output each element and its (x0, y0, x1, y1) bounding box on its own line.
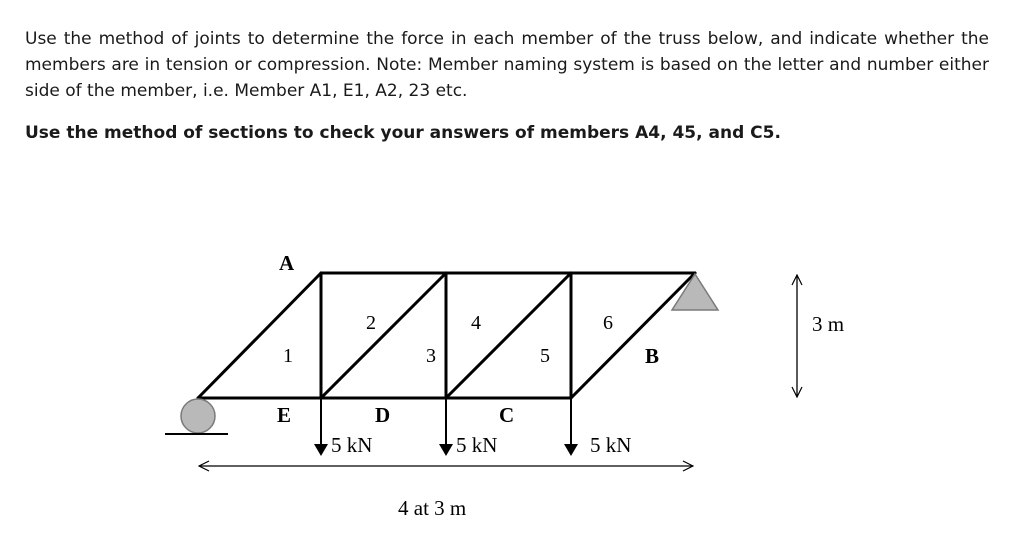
end-diagonal-right (571, 273, 695, 398)
load-arrow-3-head (564, 444, 578, 456)
zone-label-a: A (279, 251, 295, 275)
zone-label-4: 4 (471, 312, 481, 334)
zone-label-d: D (375, 403, 391, 427)
end-diagonal-left (198, 273, 321, 398)
zone-label-c: C (499, 403, 515, 427)
problem-question: Use the method of joints to determine the force in each member of the truss below, and indicate whether the members are in tension or compression. Note: Member naming system is based on the letter and number either side of the member, i.e. Member A1, E1, A2, 23 etc. (25, 29, 989, 101)
zone-label-b: B (645, 344, 660, 368)
load-arrow-1-head (314, 444, 328, 456)
diagonal-1 (321, 273, 446, 398)
zone-label-1: 1 (283, 345, 293, 367)
zone-label-6: 6 (603, 312, 613, 334)
pin-support-icon (672, 274, 718, 310)
span-label: 4 at 3 m (398, 496, 467, 520)
zone-label-2: 2 (366, 312, 376, 334)
truss-members (198, 273, 695, 398)
pin-support (672, 274, 718, 310)
load-arrow-2-head (439, 444, 453, 456)
roller-support (165, 399, 228, 434)
load-label-3: 5 kN (590, 433, 632, 457)
zone-label-3: 3 (426, 345, 436, 367)
roller-icon (181, 399, 215, 433)
zone-label-5: 5 (540, 345, 550, 367)
load-label-1: 5 kN (331, 433, 373, 457)
problem-instruction: Use the method of sections to check your answers of members A4, 45, and C5. (25, 123, 781, 143)
zone-label-e: E (277, 403, 292, 427)
load-label-2: 5 kN (456, 433, 498, 457)
height-label: 3 m (812, 312, 845, 336)
diagonal-2 (446, 273, 571, 398)
